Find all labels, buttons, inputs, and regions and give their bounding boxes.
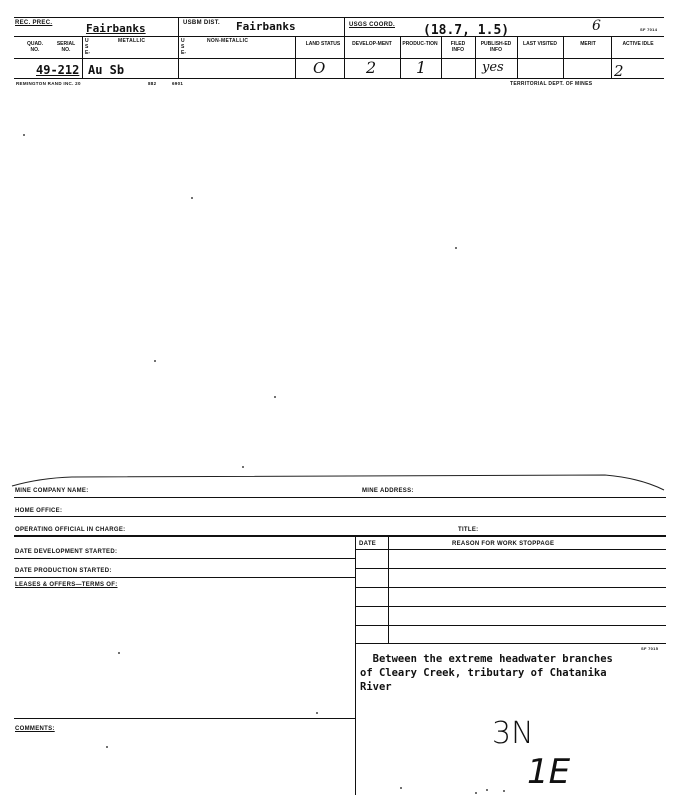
form-number-top: SF 7014 <box>640 27 658 32</box>
leases-label: LEASES & OFFERS—TERMS OF: <box>15 582 118 588</box>
land-status-value: O <box>313 59 326 77</box>
operating-official-label: OPERATING OFFICIAL IN CHARGE: <box>15 527 126 533</box>
title-label: TITLE: <box>458 527 479 533</box>
territorial-label: TERRITORIAL DEPT. OF MINES <box>510 81 593 87</box>
non-metallic-header: NON-METALLIC <box>207 38 249 44</box>
usbm-dist-value: Fairbanks <box>236 20 296 33</box>
printer-label: REMINGTON RAND INC. 20 <box>16 81 81 86</box>
location-line-2: of Cleary Creek, tributary of Chatanika <box>360 667 607 679</box>
mine-address-label: MINE ADDRESS: <box>362 488 414 494</box>
date-development-label: DATE DEVELOPMENT STARTED: <box>15 549 118 555</box>
speck <box>154 360 156 362</box>
rec-prec-value: Fairbanks <box>86 22 146 35</box>
printer-code-1: 882 <box>148 81 157 86</box>
quad-no-header: NO. <box>30 47 40 53</box>
development-value: 2 <box>366 58 377 77</box>
non-metallic-e: E- <box>181 50 186 56</box>
quad-header: QUAD. <box>26 41 44 47</box>
date-production-label: DATE PRODUCTION STARTED: <box>15 568 112 574</box>
metallic-s: S <box>85 44 89 50</box>
speck <box>455 247 457 249</box>
usgs-coord-value: (18.7, 1.5) <box>423 23 510 38</box>
published-info-header: PUBLISH-ED INFO <box>480 41 512 53</box>
serial-header: SERIAL <box>56 41 76 47</box>
location-description <box>360 652 613 694</box>
usgs-coord-label: USGS COORD. <box>349 22 395 28</box>
speck <box>106 746 108 748</box>
reason-column-header: REASON FOR WORK STOPPAGE <box>452 541 555 547</box>
metallic-header: METALLIC <box>118 38 146 44</box>
last-visited-header: LAST VISITED <box>523 41 557 47</box>
speck <box>316 712 318 714</box>
speck <box>400 787 402 789</box>
serial-no-header: NO. <box>61 47 71 53</box>
development-header: DEVELOP-MENT <box>352 41 392 47</box>
hand-range: 1E <box>527 752 571 792</box>
rec-prec-label: REC. PREC. <box>15 20 53 26</box>
active-idle-value: 2 <box>614 62 624 80</box>
merit-header: MERIT <box>580 41 596 47</box>
speck <box>503 790 505 792</box>
speck <box>274 396 276 398</box>
speck <box>475 792 477 794</box>
location-line-1: Between the extreme headwater branches <box>360 653 613 665</box>
published-info-value: yes <box>482 60 504 75</box>
speck <box>242 466 244 468</box>
home-office-label: HOME OFFICE: <box>15 508 63 514</box>
metallic-e: E- <box>85 50 90 56</box>
hand-number: 6 <box>592 18 601 34</box>
card-top-edge <box>0 472 678 496</box>
mine-company-name-label: MINE COMPANY NAME: <box>15 488 89 494</box>
quad-serial-value: 49-212 <box>36 63 80 77</box>
speck <box>118 652 120 654</box>
comments-label: COMMENTS: <box>15 726 55 732</box>
date-column-header: DATE <box>359 541 377 547</box>
non-metallic-s: S <box>181 44 185 50</box>
metallic-u: U <box>85 38 89 44</box>
production-value: 1 <box>416 58 427 77</box>
form-number-bottom: SF 7015 <box>641 646 659 651</box>
speck <box>23 134 25 136</box>
metallic-value: Au Sb <box>88 63 125 77</box>
land-status-header: LAND STATUS <box>305 41 341 47</box>
active-idle-header: ACTIVE IDLE <box>622 41 654 47</box>
printer-code-2: 6901 <box>172 81 184 86</box>
non-metallic-u: U <box>181 38 185 44</box>
usbm-dist-label: USBM DIST. <box>183 20 221 26</box>
speck <box>486 789 488 791</box>
production-header: PRODUC-TION <box>402 41 438 47</box>
speck <box>191 197 193 199</box>
location-line-3: River <box>360 681 392 693</box>
hand-township: 3N <box>492 716 534 751</box>
filed-info-header: FILED INFO <box>450 41 466 53</box>
